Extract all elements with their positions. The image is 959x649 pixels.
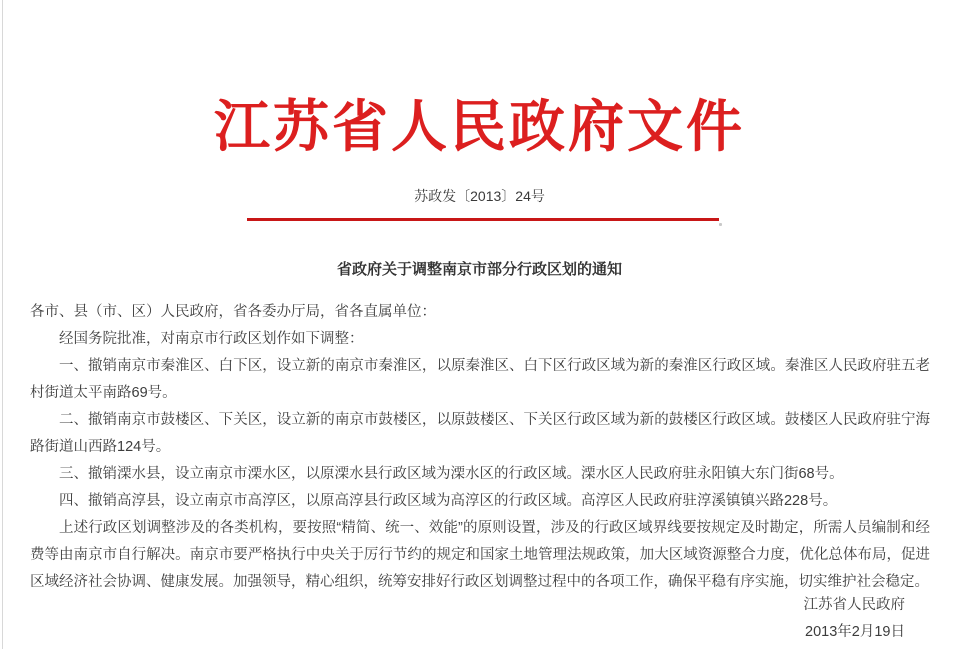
paragraph-item-2: 二、撤销南京市鼓楼区、下关区，设立新的南京市鼓楼区，以原鼓楼区、下关区行政区域为新的鼓楼区行政区域。鼓楼区人民政府驻宁海路街道山西路124号。: [30, 412, 930, 455]
paragraph-intro: 经国务院批准，对南京市行政区划作如下调整：: [59, 331, 364, 347]
document-title: 省政府关于调整南京市部分行政区划的通知: [336, 261, 622, 278]
document-body: [30, 299, 930, 596]
doc-number: 苏政发〔2013〕24号: [414, 188, 545, 204]
signature-date: 2013年2月19日: [805, 624, 905, 640]
masthead-title: 江苏省人民政府文件: [214, 97, 745, 159]
stray-mark: [719, 223, 722, 226]
red-divider-rule: [247, 218, 719, 221]
signature-block: [804, 592, 906, 646]
paragraph-item-1: 一、撤销南京市秦淮区、白下区，设立新的南京市秦淮区，以原秦淮区、白下区行政区域为新的秦淮区行政区域。秦淮区人民政府驻五老村街道太平南路69号。: [30, 358, 930, 401]
paragraph-item-4: 四、撤销高淳县，设立南京市高淳区，以原高淳县行政区域为高淳区的行政区域。高淳区人民政府驻淳溪镇镇兴路228号。: [59, 493, 838, 509]
signature-signer: 江苏省人民政府: [803, 597, 905, 613]
salutation-line: 各市、县（市、区）人民政府，省各委办厅局，省各直属单位：: [30, 304, 436, 320]
paragraph-closing: 上述行政区划调整涉及的各类机构，要按照“精简、统一、效能”的原则设置，涉及的行政区域界线要按规定及时勘定，所需人员编制和经费等由南京市自行解决。南京市要严格执行中央关于厉行节约的规定和国家土地管理法规政策，加大区域资源整合力度，优化总体布局，促进区域经济社会协调、健康发展。加强领导，精心组织，统筹安排好行政区划调整过程中的各项工作，确保平稳有序实施，切实维护社会稳定。: [30, 520, 930, 590]
paragraph-item-3: 三、撤销溧水县，设立南京市溧水区，以原溧水县行政区域为溧水区的行政区域。溧水区人民政府驻永阳镇大东门街68号。: [59, 466, 844, 482]
